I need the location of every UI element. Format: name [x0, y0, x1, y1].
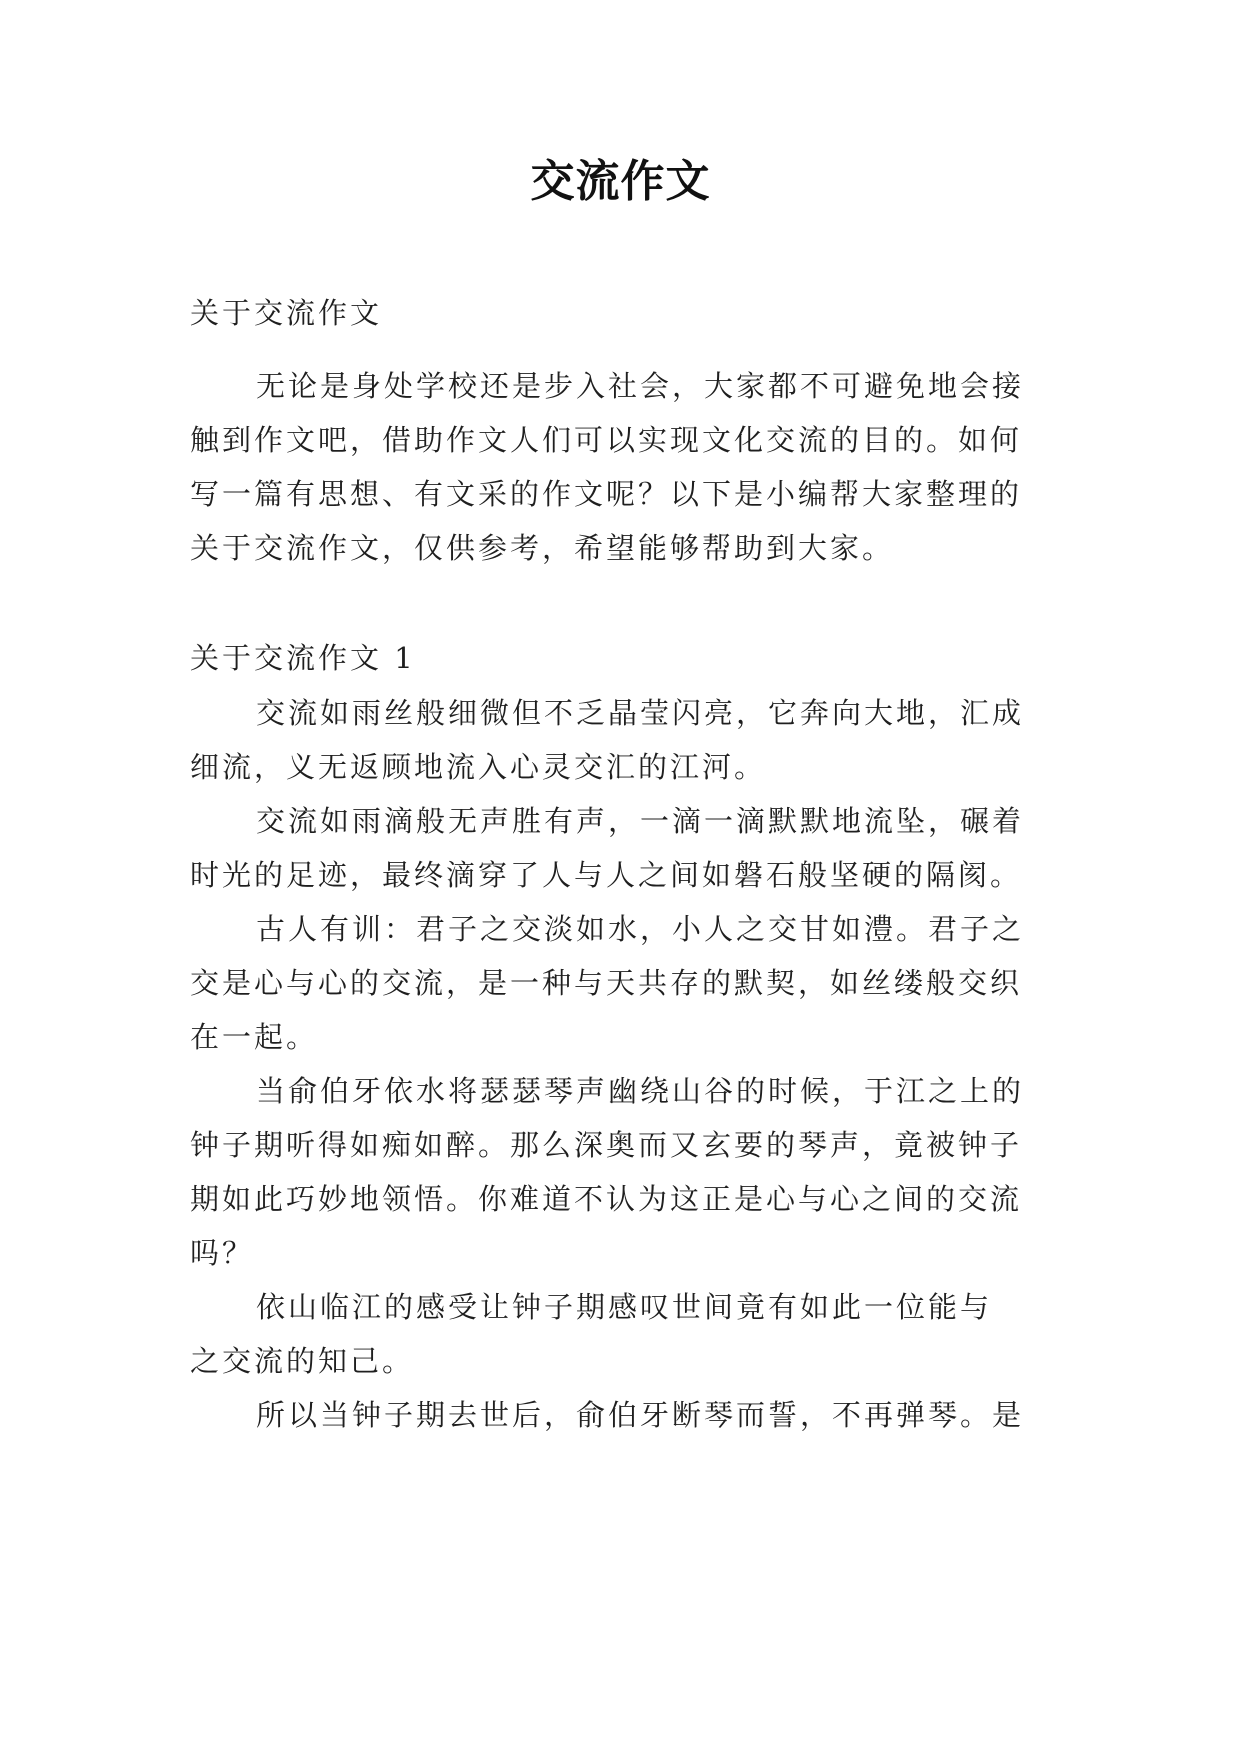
body-line: 时光的足迹，最终滴穿了人与人之间如磐石般坚硬的隔阂。	[190, 858, 1023, 892]
body-line: 依山临江的感受让钟子期感叹世间竟有如此一位能与	[256, 1290, 993, 1324]
body-line: 在一起。	[190, 1020, 319, 1054]
body-line: 当俞伯牙依水将瑟瑟琴声幽绕山谷的时候，于江之上的	[256, 1074, 1025, 1108]
body-line: 交是心与心的交流，是一种与天共存的默契，如丝缕般交织	[190, 966, 1023, 1000]
body-line: 古人有训：君子之交淡如水，小人之交甘如澧。君子之	[256, 912, 1025, 946]
document-subtitle: 关于交流作文	[190, 296, 383, 330]
body-line: 吗？	[190, 1236, 255, 1270]
intro-line: 无论是身处学校还是步入社会，大家都不可避免地会接	[256, 369, 1025, 403]
intro-line: 写一篇有思想、有文采的作文呢？以下是小编帮大家整理的	[190, 477, 1023, 511]
body-line: 之交流的知己。	[190, 1344, 415, 1378]
document-title: 交流作文	[530, 156, 711, 207]
body-line: 交流如雨滴般无声胜有声，一滴一滴默默地流坠，碾着	[256, 804, 1025, 838]
body-line: 钟子期听得如痴如醉。那么深奥而又玄要的琴声，竟被钟子	[190, 1128, 1023, 1162]
body-line: 期如此巧妙地领悟。你难道不认为这正是心与心之间的交流	[190, 1182, 1023, 1216]
body-line: 细流，义无返顾地流入心灵交汇的江河。	[190, 750, 767, 784]
intro-line: 触到作文吧，借助作文人们可以实现文化交流的目的。如何	[190, 423, 1023, 457]
body-line: 所以当钟子期去世后，俞伯牙断琴而誓，不再弹琴。是	[256, 1398, 1025, 1432]
body-line: 交流如雨丝般细微但不乏晶莹闪亮，它奔向大地，汇成	[256, 696, 1025, 730]
section-heading: 关于交流作文 1	[190, 641, 416, 675]
intro-line: 关于交流作文，仅供参考，希望能够帮助到大家。	[190, 531, 895, 565]
